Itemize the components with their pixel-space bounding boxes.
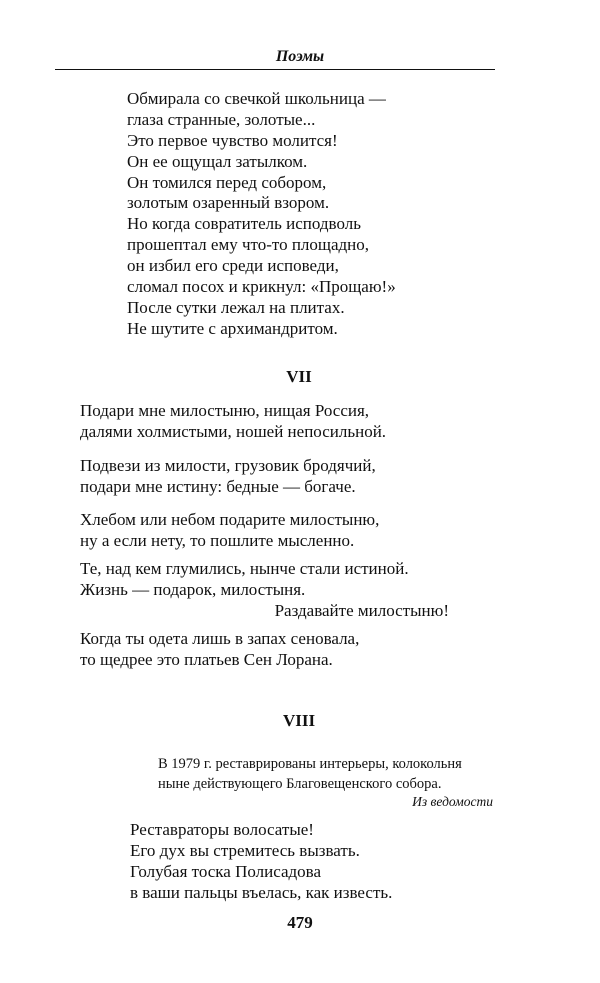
verse-line: в ваши пальцы въелась, как известь.: [130, 882, 393, 902]
page-number: 479: [287, 913, 313, 932]
verse-line: Не шутите с архимандритом.: [127, 318, 338, 338]
verse-line: Хлебом или небом подарите милостыню,: [80, 510, 380, 529]
stanza: [80, 456, 376, 498]
verse-line: глаза странные, золотые...: [127, 109, 316, 129]
verse-line: Но когда совратитель исподволь: [127, 214, 361, 234]
verse-line: Обмирала со свечкой школьница —: [127, 89, 386, 108]
verse-line: Те, над кем глумились, нынче стали истиной.: [80, 559, 409, 578]
verse-line: то щедрее это платьев Сен Лорана.: [80, 649, 333, 669]
epigraph-line: ныне действующего Благовещенского собора.: [158, 776, 442, 792]
epigraph-line: В 1979 г. реставрированы интерьеры, колокольня: [158, 756, 462, 772]
verse-line: он избил его среди исповеди,: [127, 256, 339, 276]
stanza: [130, 820, 392, 904]
verse-line: золотым озаренный взором.: [127, 193, 330, 213]
stanza: [80, 510, 379, 552]
verse-line: Подари мне милостыню, нищая Россия,: [80, 401, 370, 420]
verse-line: Его дух вы стремитесь вызвать.: [130, 840, 360, 860]
header-rule: [55, 69, 495, 70]
verse-line: прошептал ему что-то площадно,: [127, 235, 370, 255]
verse-line: ну а если нету, то пошлите мысленно.: [80, 530, 355, 550]
verse-line: Реставраторы волосатые!: [130, 820, 314, 839]
running-header: Поэмы: [275, 48, 325, 65]
verse-line: Он ее ощущал затылком.: [127, 151, 308, 171]
stanza: [80, 559, 449, 622]
verse-line: Когда ты одета лишь в запах сеновала,: [80, 629, 360, 648]
section-heading-vii: VII: [286, 367, 312, 386]
verse-line: После сутки лежал на плитах.: [127, 297, 345, 317]
verse-line: сломал посох и крикнул: «Прощаю!»: [127, 277, 396, 297]
verse-line: Подвези из милости, грузовик бродячий,: [80, 456, 376, 475]
stanza: [80, 401, 386, 443]
verse-line: Он томился перед собором,: [127, 172, 327, 192]
verse-line: Жизнь — подарок, милостыня.: [80, 579, 306, 599]
verse-line-indented: Раздавайте милостыню!: [274, 600, 449, 620]
section-heading-viii: VIII: [282, 711, 316, 730]
stanza-vi-ending: [127, 89, 396, 340]
stanza: [80, 629, 359, 671]
verse-line: Голубая тоска Полисадова: [130, 861, 322, 881]
verse-line: далями холмистыми, ношей непосильной.: [80, 421, 387, 441]
epigraph-source: Из ведомости: [412, 794, 493, 809]
verse-line: подари мне истину: бедные — богаче.: [80, 476, 356, 496]
epigraph: [158, 754, 493, 810]
verse-line: Это первое чувство молится!: [127, 130, 338, 150]
